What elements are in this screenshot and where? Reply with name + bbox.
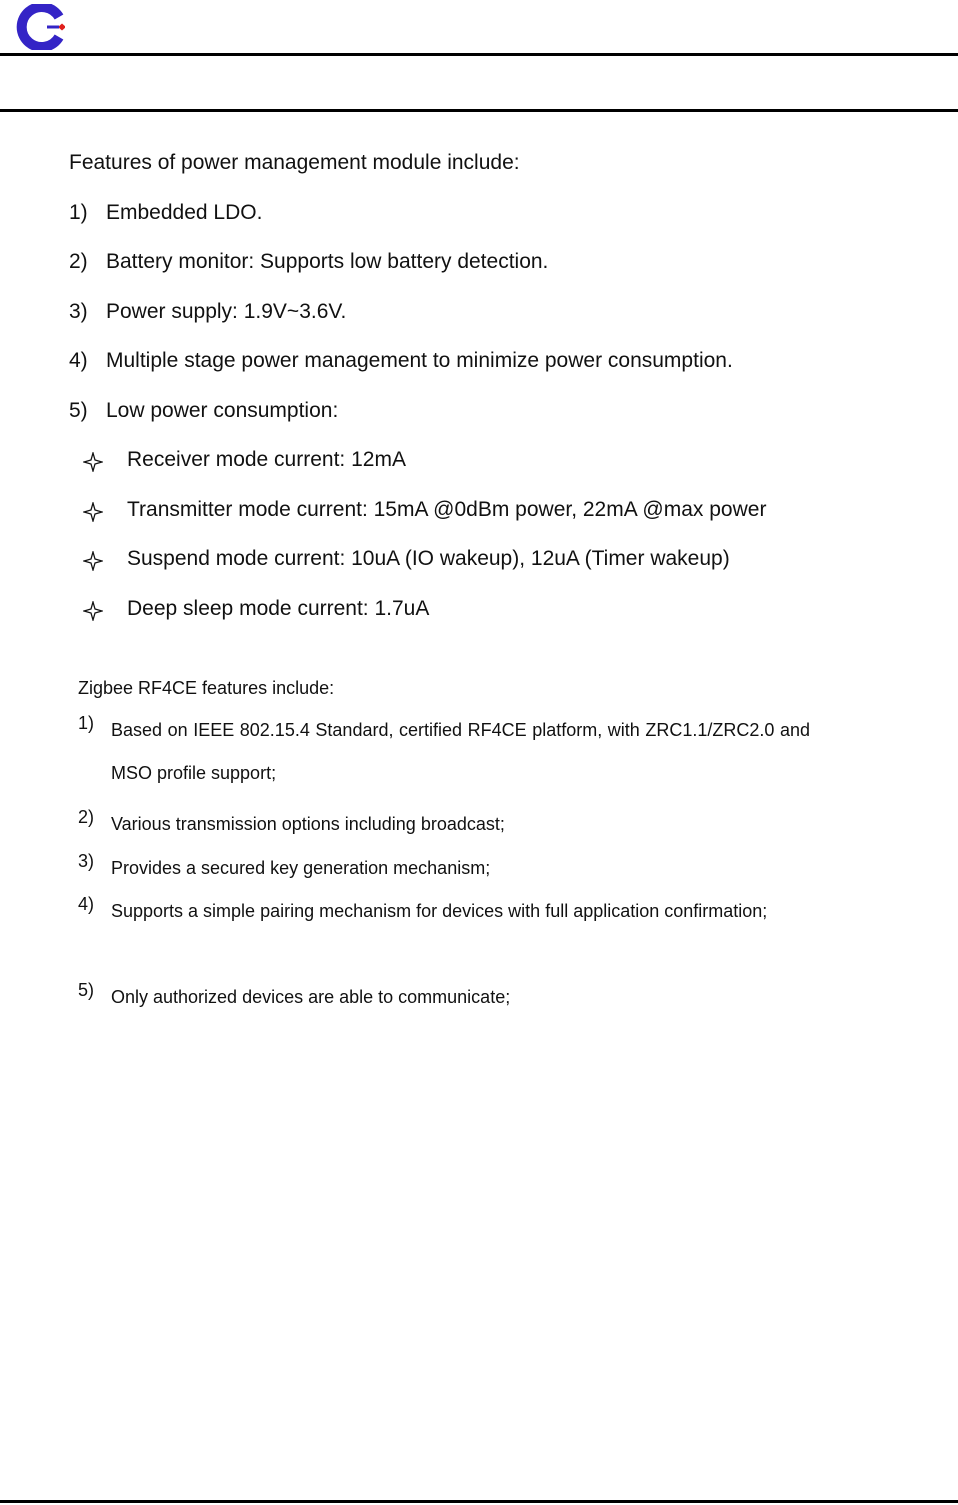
company-logo-icon <box>13 4 65 50</box>
list-text: Various transmission options including broadcast; <box>111 814 505 834</box>
header-rule <box>0 53 958 56</box>
list-text: Embedded LDO. <box>106 201 263 224</box>
list-number: 4) <box>69 349 88 372</box>
list-text: Provides a secured key generation mechanism; <box>111 858 491 878</box>
list-text: Only authorized devices are able to communicate; <box>111 987 511 1007</box>
list-item <box>78 709 810 795</box>
list-item <box>78 803 810 846</box>
list-text: Multiple stage power management to minimize power consumption. <box>106 349 733 372</box>
list-number: 5) <box>69 399 88 422</box>
bullet-text: Deep sleep mode current: 1.7uA <box>127 597 430 620</box>
list-number: 4) <box>78 894 95 914</box>
list-text: Power supply: 1.9V~3.6V. <box>106 300 347 323</box>
list-number: 5) <box>78 980 95 1000</box>
list-item <box>78 890 810 933</box>
list-text: Battery monitor: Supports low battery detection. <box>106 250 549 273</box>
list-number: 2) <box>69 250 88 273</box>
list-number: 1) <box>78 713 95 733</box>
list-item <box>78 847 810 890</box>
section-intro: Zigbee RF4CE features include: <box>78 678 335 698</box>
four-point-star-outline-icon <box>83 452 103 472</box>
four-point-star-outline-icon <box>83 551 103 571</box>
list-number: 3) <box>78 851 95 871</box>
four-point-star-outline-icon <box>83 502 103 522</box>
header-subrule <box>0 109 958 112</box>
section-intro: Features of power management module include: <box>69 151 520 174</box>
bullet-text: Transmitter mode current: 15mA @0dBm power, 22mA @max power <box>127 498 767 521</box>
footer-rule <box>0 1500 958 1503</box>
list-text: Low power consumption: <box>106 399 339 422</box>
list-number: 3) <box>69 300 88 323</box>
list-item <box>78 976 810 1019</box>
four-point-star-outline-icon <box>83 601 103 621</box>
bullet-text: Suspend mode current: 10uA (IO wakeup), 12uA (Timer wakeup) <box>127 547 730 570</box>
list-text: Based on IEEE 802.15.4 Standard, certified RF4CE platform, with ZRC1.1/ZRC2.0 and MSO profile support; <box>111 720 810 783</box>
list-text: Supports a simple pairing mechanism for devices with full application confirmation; <box>111 901 768 921</box>
bullet-text: Receiver mode current: 12mA <box>127 448 406 471</box>
list-number: 1) <box>69 201 88 224</box>
list-number: 2) <box>78 807 95 827</box>
